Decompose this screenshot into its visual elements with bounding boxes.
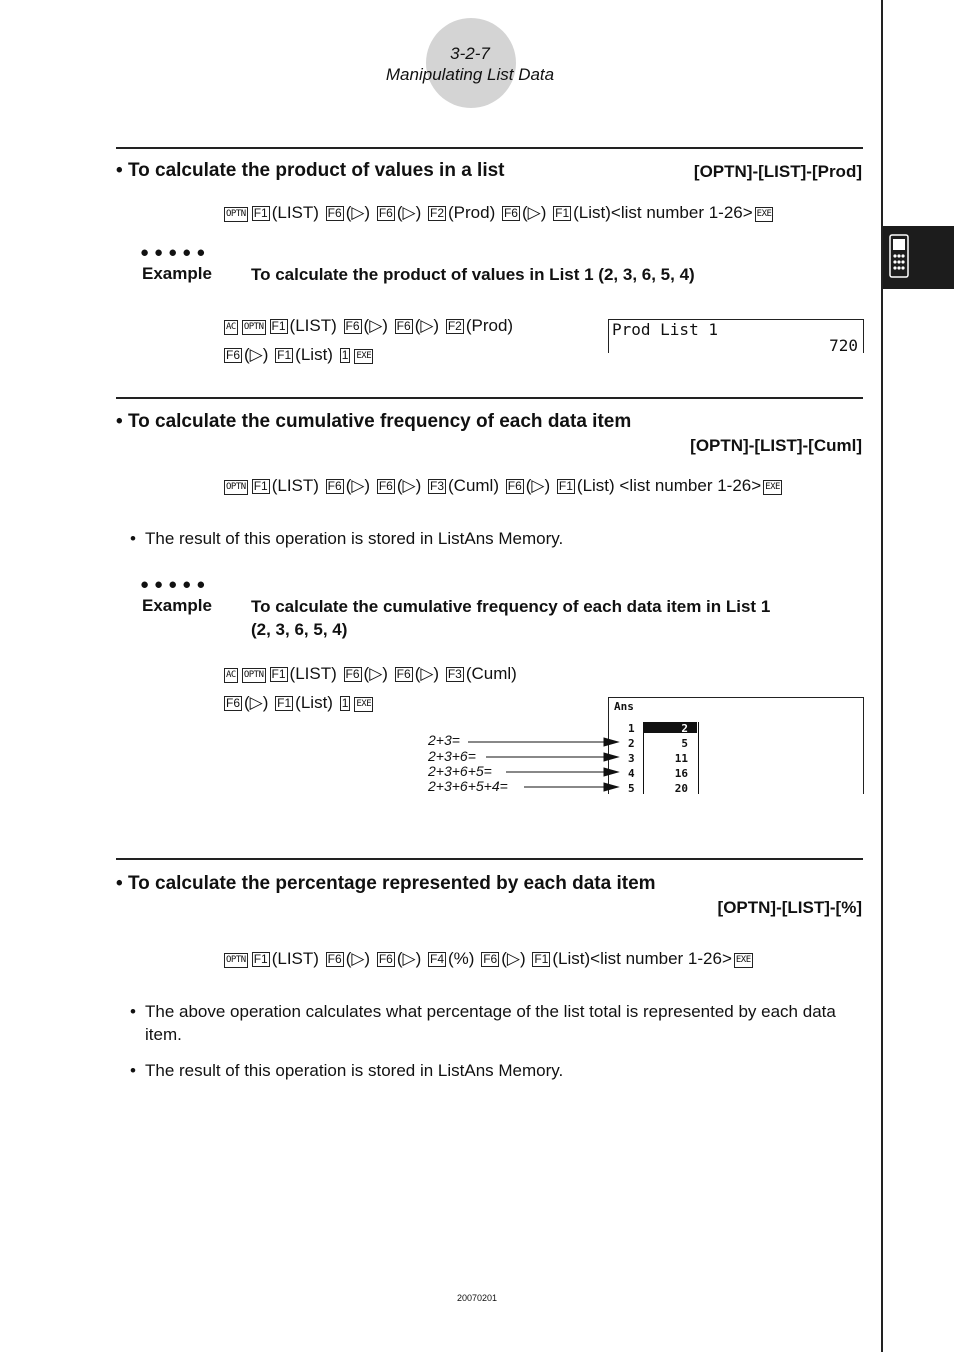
example-text-prod: To calculate the product of values in List 1 (2, 3, 6, 5, 4) — [251, 265, 695, 284]
calc-screen-prod — [608, 319, 864, 353]
screen-title: Ans — [614, 700, 634, 713]
annotation-label: 2+3+6= — [428, 748, 476, 764]
key-sequence-cuml: OPTN F1 (LIST) F6 (▷) F6 (▷) F3 (Cuml) F6 (▷) F1 (List) <list number 1-26> EXE — [226, 476, 780, 495]
section-tag-prod: [OPTN]-[LIST]-[Prod] — [693, 162, 862, 181]
example-text-cuml: To calculate the cumulative frequency of each data item in List 1 (2, 3, 6, 5, 4) — [251, 597, 771, 639]
note-cuml: • The result of this operation is stored in ListAns Memory. — [130, 529, 564, 548]
note-percent-1: • The above operation calculates what percentage of the list total is represented by each data item. — [130, 1002, 836, 1044]
row-index: 4 — [628, 767, 635, 780]
annotation-label: 2+3+6+5= — [428, 763, 492, 779]
footer-code: 20070201 — [456, 1293, 498, 1303]
row-index: 2 — [628, 737, 635, 750]
row-value: 2 — [681, 722, 688, 735]
example-keys-cuml-2: F6 (▷) F1 (List) 1 EXE — [226, 693, 372, 712]
page-title: Manipulating List Data — [385, 65, 555, 84]
row-value: 16 — [674, 767, 688, 780]
annotation-label: 2+3= — [428, 732, 460, 748]
section-tag-cuml: [OPTN]-[LIST]-[Cuml] — [690, 436, 862, 455]
example-label: Example — [142, 264, 212, 283]
example-label: Example — [142, 596, 212, 615]
calculator-icon — [889, 234, 909, 278]
screen-result: 720 — [829, 336, 858, 355]
annotation-label: 2+3+6+5+4= — [428, 778, 508, 794]
note-percent-2: • The result of this operation is stored in ListAns Memory. — [130, 1061, 564, 1080]
example-dots: ●●●●● — [140, 244, 211, 261]
row-index: 5 — [628, 782, 635, 795]
section-title-prod: • To calculate the product of values in a list — [116, 160, 505, 181]
section-title-percent: • To calculate the percentage represented by each data item — [116, 873, 656, 894]
section-number: 3-2-7 — [450, 44, 490, 63]
page-edge-line — [881, 0, 883, 1352]
section-tag-percent: [OPTN]-[LIST]-[%] — [717, 898, 862, 917]
example-keys-cuml-1: AC OPTN F1 (LIST) F6 (▷) F6 (▷) F3 (Cuml) — [226, 664, 517, 683]
row-index: 3 — [628, 752, 635, 765]
row-value: 20 — [674, 782, 688, 795]
annotation-arrows — [460, 735, 620, 795]
chapter-side-tab — [883, 226, 954, 289]
row-value: 11 — [674, 752, 688, 765]
row-value: 5 — [681, 737, 688, 750]
key-sequence-prod: OPTN F1 (LIST) F6 (▷) F6 (▷) F2 (Prod) F6 (▷) F1 (List)<list number 1-26> EXE — [226, 203, 772, 222]
example-keys-prod-2: F6 (▷) F1 (List) 1 EXE — [226, 345, 372, 364]
section-rule — [116, 397, 863, 399]
example-keys-prod-1: AC OPTN F1 (LIST) F6 (▷) F6 (▷) F2 (Prod) — [226, 316, 514, 335]
section-title-cuml: • To calculate the cumulative frequency of each data item — [116, 411, 632, 432]
screen-line: Prod List 1 — [612, 320, 718, 339]
section-rule — [116, 147, 863, 149]
key-sequence-percent: OPTN F1 (LIST) F6 (▷) F6 (▷) F4 (%) F6 (▷) F1 (List)<list number 1-26> EXE — [226, 949, 751, 968]
section-rule — [116, 858, 863, 860]
row-index: 1 — [628, 722, 635, 735]
example-dots: ●●●●● — [140, 576, 211, 593]
